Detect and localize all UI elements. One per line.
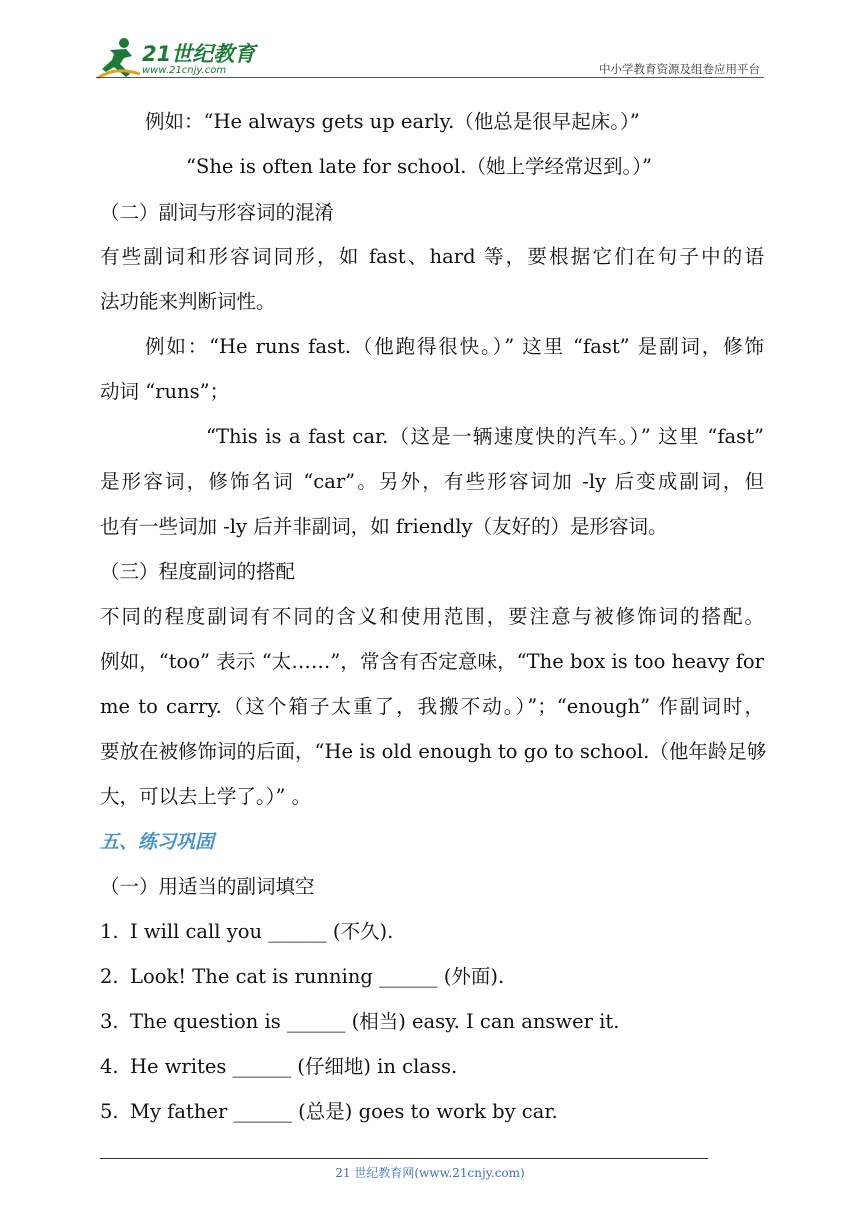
- footer-link[interactable]: 21 世纪教育网(www.21cnjy.com): [335, 1166, 525, 1180]
- section-heading-5: 五、练习巩固: [100, 831, 215, 853]
- paragraph-line: “This is a fast car.（这是一辆速度快的汽车。）” 这里 “fast”: [206, 425, 764, 448]
- example-line-1: 例如：“He always gets up early.（他总是很早起床。）”: [145, 110, 640, 133]
- item-text: My father ______ (总是) goes to work by car.: [130, 1100, 558, 1123]
- item-text: He writes ______ (仔细地) in class.: [130, 1055, 458, 1078]
- paragraph-line: 有些副词和形容词同形，如 fast、hard 等，要根据它们在句子中的语: [100, 245, 764, 268]
- paragraph-line: 例如：“He runs fast.（他跑得很快。）” 这里 “fast” 是副词，修饰: [145, 335, 764, 358]
- paragraph-line: me to carry.（这个箱子太重了，我搬不动。）”；“enough” 作副词时，: [100, 695, 764, 718]
- item-text: The question is ______ (相当) easy. I can answer it.: [130, 1010, 620, 1033]
- page-header: [96, 30, 764, 82]
- example-line-2: “She is often late for school.（她上学经常迟到。）”: [186, 155, 652, 178]
- runner-logo-icon: [96, 36, 142, 80]
- logo-title: 21世纪教育: [142, 42, 256, 66]
- subheading-2: （二）副词与形容词的混淆: [100, 201, 335, 224]
- exercise-item: [100, 920, 393, 944]
- item-number: 2.: [100, 965, 119, 988]
- platform-label: 中小学教育资源及组卷应用平台: [599, 62, 760, 76]
- paragraph-line: 是形容词，修饰名词 “car”。另外，有些形容词加 -ly 后变成副词，但: [100, 470, 764, 493]
- item-number: 4.: [100, 1055, 119, 1078]
- footer-divider: [100, 1158, 708, 1159]
- item-number: 5.: [100, 1100, 119, 1123]
- paragraph-line: 法功能来判断词性。: [100, 290, 276, 313]
- exercise-item: [100, 1100, 558, 1124]
- exercise-item: [100, 1010, 619, 1034]
- paragraph-line: 要放在被修饰词的后面，“He is old enough to go to school.（他年龄足够: [100, 740, 767, 763]
- item-number: 3.: [100, 1010, 119, 1033]
- site-logo[interactable]: [96, 36, 266, 80]
- paragraph-line: 动词 “runs”；: [100, 380, 230, 403]
- exercise-subheading: （一）用适当的副词填空: [100, 875, 315, 898]
- paragraph-line: 大，可以去上学了。）” 。: [100, 785, 312, 808]
- item-number: 1.: [100, 920, 119, 943]
- item-text: I will call you ______ (不久).: [130, 920, 394, 943]
- paragraph-line: 不同的程度副词有不同的含义和使用范围，要注意与被修饰词的搭配。: [100, 605, 764, 628]
- subheading-3: （三）程度副词的搭配: [100, 560, 296, 583]
- logo-url: www.21cnjy.com: [142, 65, 227, 76]
- paragraph-line: 也有一些词加 -ly 后并非副词，如 friendly（友好的）是形容词。: [100, 515, 668, 538]
- exercise-item: [100, 1055, 457, 1079]
- header-divider: [96, 77, 764, 78]
- paragraph-line: 例如，“too” 表示 “太……”，常含有否定意味，“The box is too heavy for: [100, 650, 764, 673]
- exercise-item: [100, 965, 504, 989]
- item-text: Look! The cat is running ______ (外面).: [130, 965, 505, 988]
